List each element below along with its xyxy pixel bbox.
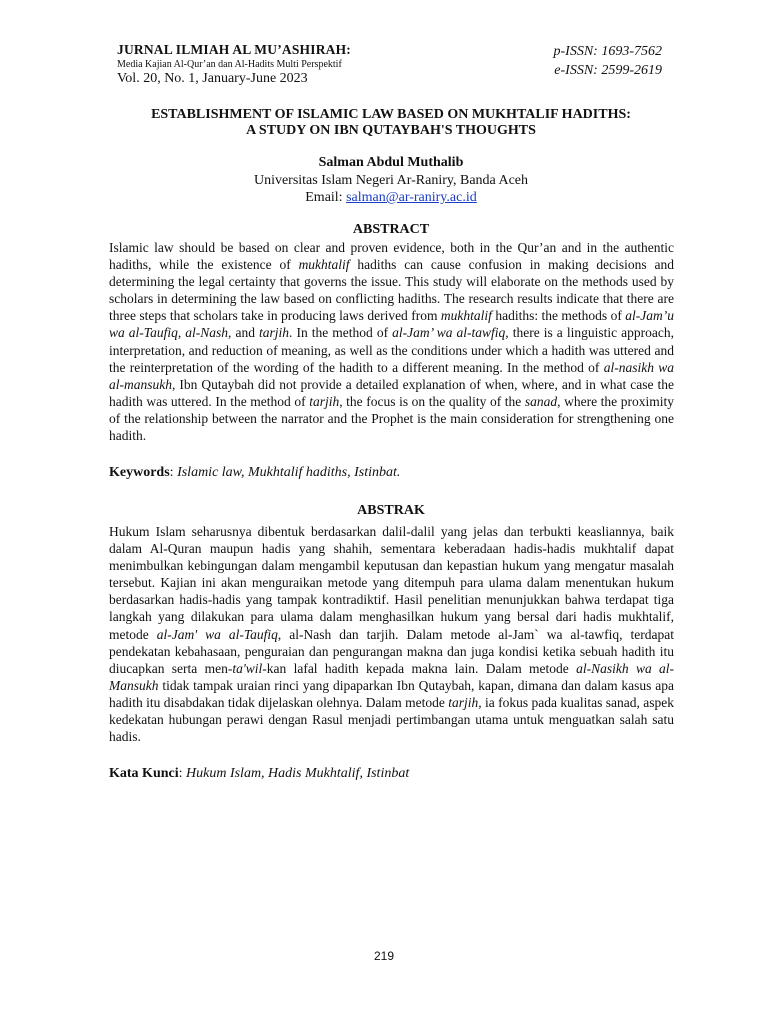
journal-subtitle: Media Kajian Al-Qur’an dan Al-Hadits Multi Perspektif (117, 59, 342, 70)
paper-title-line-1: ESTABLISHMENT OF ISLAMIC LAW BASED ON MUKHTALIF HADITHS: (151, 107, 631, 122)
abstrak-body (109, 523, 674, 745)
p-issn: p-ISSN: 1693-7562 (553, 44, 662, 59)
abstract-body (109, 239, 674, 444)
italic-term: tarjih, (448, 694, 482, 710)
italic-term: mukhtalif (298, 257, 350, 273)
kata-kunci-value: Hukum Islam, Hadis Mukhtalif, Istinbat (186, 766, 410, 781)
text-run: -kan lafal hadith kepada makna lain. Dalam metode (262, 660, 577, 676)
issn-block (554, 42, 663, 80)
text-run: tidak tampak uraian rinci yang dipaparkan Ibn Qutaybah, kapan, dimana dan dalam kasus apa hadith itu disabdakan tidak dijelaskan olehnya. Dalam metode (109, 677, 674, 710)
text-run: , there is a linguistic approach, interpretation, and reduction of meaning, as well as the conditions under which a hadith was uttered and the reinterpretation of the wording of the hadith to a different meaning. In the method of (109, 325, 675, 375)
abstrak-heading: ABSTRAK (357, 503, 425, 518)
text-run: ia fokus pada kualitas sanad, aspek kedekatan hubungan perawi dengan Rasul menjadi pertimbangan utama untuk menguatkan salah satu hadis. (109, 694, 674, 745)
text-run: hadiths can cause confusion in making decisions and determining the legal certainty that governs the issue. This study will elaborate on the methods used by scholars in determining the law based on conflicting hadiths. The research results indicate that there are three steps that scholars take in producing laws derived from (109, 257, 675, 324)
keywords-label: Keywords (109, 465, 170, 480)
email-link[interactable]: salman@ar-raniry.ac.id (346, 190, 477, 205)
author-email-line (100, 190, 682, 206)
kata-kunci-label: Kata Kunci (109, 766, 179, 781)
paper-title-line-2: A STUDY ON IBN QUTAYBAH'S THOUGHTS (246, 123, 536, 138)
italic-term: al-nasikh wa al-mansukh (109, 359, 674, 392)
abstract-heading: ABSTRACT (352, 222, 430, 237)
kata-kunci-line (109, 766, 674, 782)
page-number: 219 (373, 949, 395, 963)
author-affiliation: Universitas Islam Negeri Ar-Raniry, Banda Aceh (253, 173, 529, 188)
keywords-separator: : (169, 465, 178, 480)
text-run: Hukum Islam seharusnya dibentuk berdasarkan dalil-dalil yang jelas dan terbukti keasliannya, baik dalam Al-Quran maupun hadis yang shahih, sementara keberadaan hadis-hadis mukhtalif dapat menimbulkan kebingungan dalam mengambil keputusan dan kepastian hukum yang mengatur masalah tersebut. Kajian ini akan menguraikan metode yang ditempuh para ulama dalam menentukan hukum berdasarkan hadis-hadis yang tampak kontradiktif. Hasil penelitian menunjukkan bahwa terdapat tiga langkah yang dilakukan para ulama dalam menghasilkan hukum yang bersal dari hadis mukhtalif, metode (109, 524, 674, 642)
italic-term: ta'wil (232, 660, 263, 676)
text-run: , where the proximity of the relationship between the narrator and the Prophet is the main consideration for strengthening one hadith. (109, 393, 674, 444)
italic-term: al-Nash (185, 325, 229, 341)
italic-term: mukhtalif (440, 308, 492, 324)
journal-volume: Vol. 20, No. 1, January-June 2023 (117, 71, 308, 86)
text-run: , Ibn Qutaybah did not provide a detailed explanation of when, where, and in what case the hadith was uttered. In the method of (109, 376, 674, 409)
italic-term: al-Nasikh wa al-Mansukh (109, 660, 675, 693)
italic-term: tarjih (259, 325, 290, 341)
text-run: , al-Nash dan tarjih. Dalam metode al-Jam` wa al-tawfiq, terdapat pendekatan kebahasaan, penguraian dan pengurangan makna dan juga kondisi ketika sebuah hadith itu diucapkan serta men- (109, 626, 674, 676)
e-issn: e-ISSN: 2599-2619 (554, 63, 662, 78)
italic-term: al-Jam’ wa al-tawfiq (392, 325, 506, 341)
text-run: , and (228, 325, 260, 341)
kata-kunci-separator: : (178, 766, 187, 781)
italic-term: tarjih (309, 393, 340, 409)
italic-term: al-Jam' wa al-Taufiq (156, 626, 278, 642)
email-label: Email: (305, 190, 347, 205)
text-run: Islamic law should be based on clear and proven evidence, both in the Qur’an and in the authentic hadiths, while the existence of (109, 240, 674, 273)
journal-name: JURNAL ILMIAH AL MU’ASHIRAH: (117, 42, 351, 57)
italic-term: al-Jam’u wa al-Taufiq (109, 308, 674, 341)
italic-term: sanad (524, 393, 558, 409)
author-name: Salman Abdul Muthalib (318, 155, 464, 170)
paper-title (100, 107, 682, 139)
text-run: . In the method of (289, 325, 393, 341)
text-run: , (177, 325, 186, 341)
text-run: , the focus is on the quality of the (339, 393, 525, 409)
keywords-value: Islamic law, Mukhtalif hadiths, Istinbat. (177, 465, 401, 480)
keywords-line (109, 465, 674, 481)
text-run: hadiths: the methods of (491, 308, 626, 324)
